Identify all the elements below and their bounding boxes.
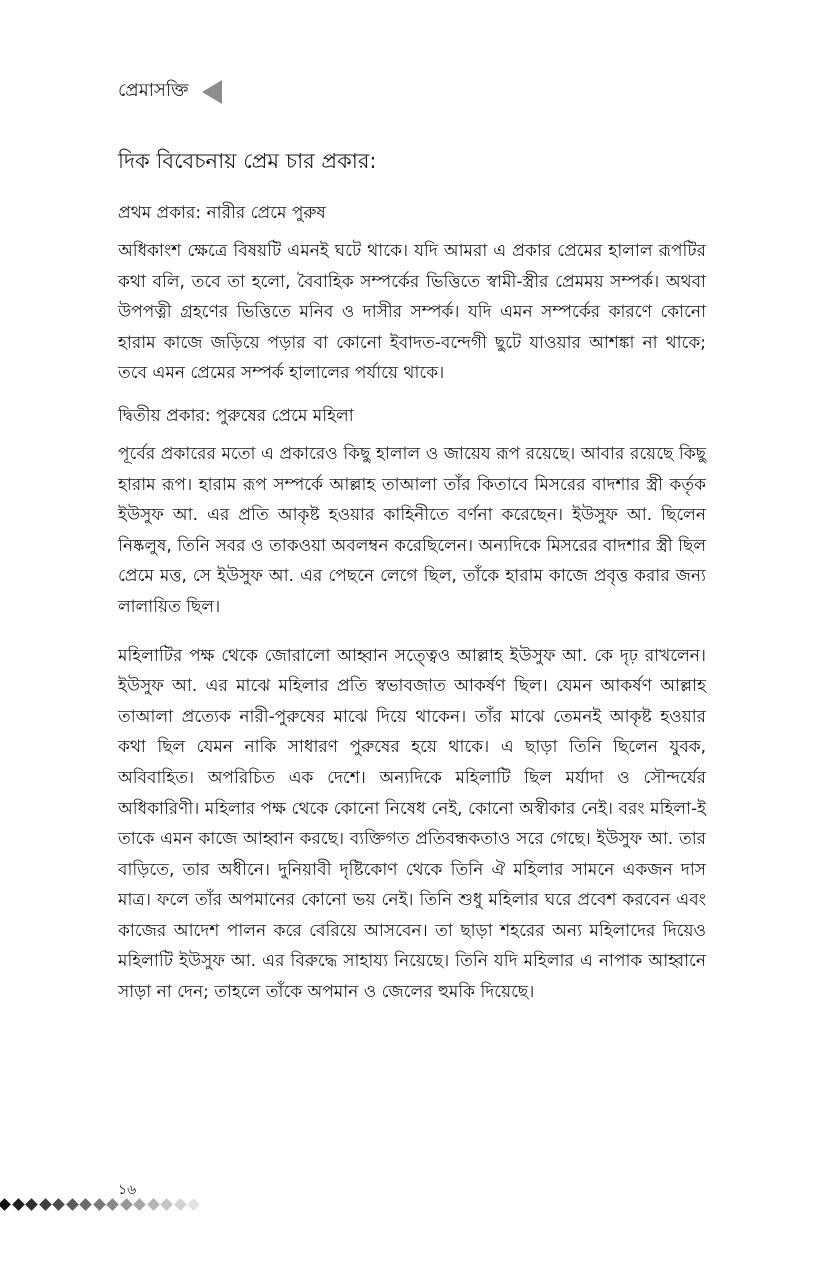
running-header-title: প্রেমাসক্তি [118, 80, 189, 101]
footer-ornament [0, 1200, 203, 1209]
running-header [118, 76, 222, 107]
ornament-diamond-icon [174, 1198, 187, 1211]
ornament-diamond-icon [0, 1198, 11, 1211]
ornament-diamond-icon [25, 1198, 38, 1211]
ornament-diamond-icon [187, 1198, 200, 1211]
body-paragraph: পূর্বের প্রকারের মতো এ প্রকারেও কিছু হালাল ও জায়েয রূপ রয়েছে। আবার রয়েছে কিছু হারাম রূপ। হারাম রূপ সম্পর্কে আল্লাহ তাআলা তাঁর কিতাবে মিসরের বাদশার স্ত্রী কর্তৃক ইউসুফ আ. এর প্রতি আকৃষ্ট হওয়ার কাহিনীতে বর্ণনা করেছেন। ইউসুফ আ. ছিলেন নিষ্কলুষ, তিনি সবর ও তাকওয়া অবলম্বন করেছিলেন। অন্যদিকে মিসরের বাদশার স্ত্রী ছিল প্রেমে মত্ত, সে ইউসুফ আ. এর পেছনে লেগে ছিল, তাঁকে হারাম কাজে প্রবৃত্ত করার জন্য লালায়িত ছিল। [118, 443, 706, 617]
ornament-diamond-icon [52, 1198, 65, 1211]
ornament-diamond-icon [147, 1198, 160, 1211]
triangle-marker-icon [202, 80, 222, 104]
ornament-diamond-icon [66, 1198, 79, 1211]
ornament-diamond-icon [106, 1198, 119, 1211]
body-paragraph: মহিলাটির পক্ষ থেকে জোরালো আহ্বান সত্ত্বেও আল্লাহ ইউসুফ আ. কে দৃঢ় রাখলেন। ইউসুফ আ. এর মাঝে মহিলার প্রতি স্বভাবজাত আকর্ষণ ছিল। যেমন আকর্ষণ আল্লাহ তাআলা প্রত্যেক নারী-পুরুষের মাঝে দিয়ে থাকেন। তাঁর মাঝে তেমনই আকৃষ্ট হওয়ার কথা ছিল যেমন নাকি সাধারণ পুরুষের হয়ে থাকে। এ ছাড়া তিনি ছিলেন যুবক, অবিবাহিত। অপরিচিত এক দেশে। অন্যদিকে মহিলাটি ছিল মর্যাদা ও সৌন্দর্যের অধিকারিণী। মহিলার পক্ষ থেকে কোনো নিষেধ নেই, কোনো অস্বীকার নেই। বরং মহিলা-ই তাকে এমন কাজে আহ্বান করছে। ব্যক্তিগত প্রতিবন্ধকতাও সরে গেছে। ইউসুফ আ. তার বাড়িতে, তার অধীনে। দুনিয়াবী দৃষ্টিকোণ থেকে তিনি ঐ মহিলার সামনে একজন দাস মাত্র। ফলে তাঁর অপমানের কোনো ভয় নেই। তিনি শুধু মহিলার ঘরে প্রবেশ করবেন এবং কাজের আদেশ পালন করে বেরিয়ে আসবেন। তা ছাড়া শহরের অন্য মহিলাদের দিয়েও মহিলাটি ইউসুফ আ. এর বিরুদ্ধে সাহায্য নিয়েছে। তিনি যদি মহিলার এ নাপাক আহ্বানে সাড়া না দেন; তাহলে তাঁকে অপমান ও জেলের হুমকি দিয়েছে। [118, 645, 706, 1003]
chapter-heading: দিক বিবেচনায় প্রেম চার প্রকার: [118, 149, 377, 173]
ornament-diamond-icon [133, 1198, 146, 1211]
ornament-diamond-icon [79, 1198, 92, 1211]
ornament-diamond-icon [39, 1198, 52, 1211]
ornament-diamond-icon [93, 1198, 106, 1211]
body-paragraph: অধিকাংশ ক্ষেত্রে বিষয়টি এমনই ঘটে থাকে। যদি আমরা এ প্রকার প্রেমের হালাল রূপটির কথা বলি, তবে তা হলো, বৈবাহিক সম্পর্কের ভিত্তিতে স্বামী-স্ত্রীর প্রেমময় সম্পর্ক। অথবা উপপত্নী গ্রহণের ভিত্তিতে মনিব ও দাসীর সম্পর্ক। যদি এমন সম্পর্কের কারণে কোনো হারাম কাজে জড়িয়ে পড়ার বা কোনো ইবাদত-বন্দেগী ছুটে যাওয়ার আশঙ্কা না থাকে; তবে এমন প্রেমের সম্পর্ক হালালের পর্যায়ে থাকে। [118, 241, 706, 384]
ornament-diamond-icon [120, 1198, 133, 1211]
ornament-diamond-icon [12, 1198, 25, 1211]
section-subheading: দ্বিতীয় প্রকার: পুরুষের প্রেমে মহিলা [118, 405, 354, 426]
section-subheading: প্রথম প্রকার: নারীর প্রেমে পুরুষ [118, 203, 326, 223]
page-content [118, 146, 706, 1022]
page-number: ১৬ [118, 1182, 137, 1198]
ornament-diamond-icon [160, 1198, 173, 1211]
